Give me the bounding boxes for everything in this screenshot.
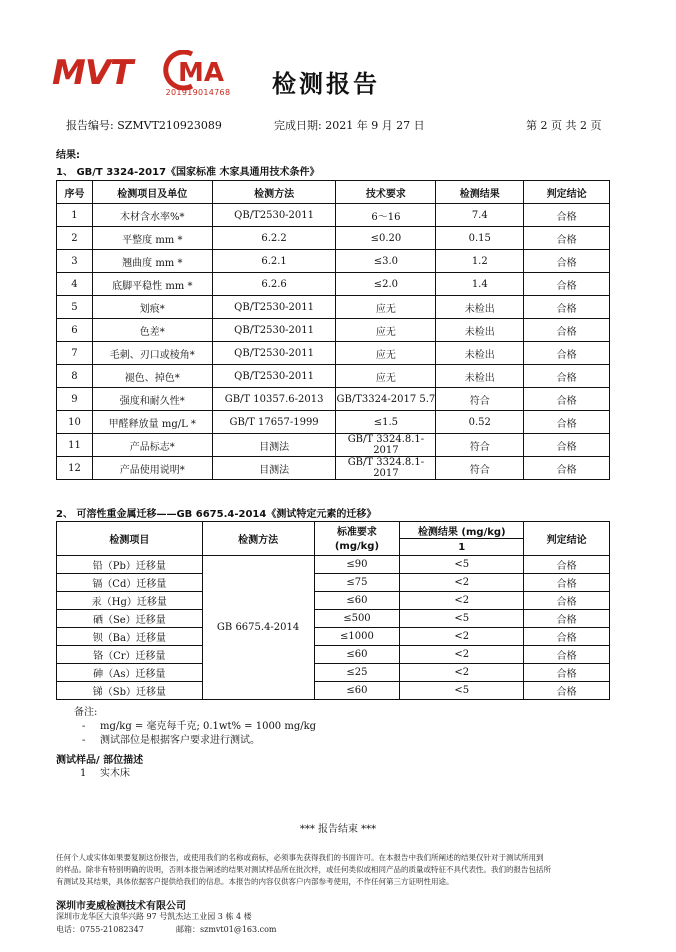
col-header-result: 检测结果 (mg/kg) <box>400 522 524 539</box>
table-row <box>57 365 610 388</box>
table-row <box>57 646 610 664</box>
table-cell: 1 <box>57 204 93 227</box>
table-cell: 铅（Pb）迁移量 <box>57 556 203 574</box>
table-cell: 应无 <box>336 319 436 342</box>
table-header-row <box>57 522 610 539</box>
table-cell: 合格 <box>524 434 610 457</box>
complete-date: 完成日期: 2021 年 9 月 27 日 <box>274 119 425 132</box>
table-cell: 1.2 <box>436 250 524 273</box>
disclaimer-line: 任何个人或实体如果要复制这份报告，或使用我们的名称或商标，必须事先获得我们的书面许可。在本报告中我们所阐述的结果仅针对于测试所用到 <box>56 853 544 862</box>
col-header-limit: 标准要求 <box>314 522 400 539</box>
table-row <box>57 296 610 319</box>
note-line: mg/kg = 毫克每千克; 0.1wt% = 1000 mg/kg <box>100 721 317 732</box>
table-cell: 9 <box>57 388 93 411</box>
table-cell: ≤60 <box>314 682 400 700</box>
table-cell: 镉（Cd）迁移量 <box>57 574 203 592</box>
standard-test-table <box>56 180 610 480</box>
table-row <box>57 411 610 434</box>
table-cell: 铬（Cr）迁移量 <box>57 646 203 664</box>
page-number: 第 2 页 共 2 页 <box>526 119 602 132</box>
table-cell: 锑（Sb）迁移量 <box>57 682 203 700</box>
table-cell: 6.2.6 <box>212 273 336 296</box>
col-header: 判定结论 <box>524 181 610 204</box>
col-header-item: 检测项目 <box>57 522 203 556</box>
table-row <box>57 682 610 700</box>
table-cell: GB/T 10357.6-2013 <box>212 388 336 411</box>
col-header: 检测方法 <box>212 181 336 204</box>
table-cell: 合格 <box>524 296 610 319</box>
table-cell: 8 <box>57 365 93 388</box>
table-row <box>57 610 610 628</box>
table-cell: <2 <box>400 664 524 682</box>
table-cell: 应无 <box>336 365 436 388</box>
table-cell: 强度和耐久性* <box>92 388 212 411</box>
section2-heading: 2、 可溶性重金属迁移——GB 6675.4-2014《测试特定元素的迁移》 <box>56 509 377 520</box>
table-cell: 11 <box>57 434 93 457</box>
col-header-method: 检测方法 <box>202 522 314 556</box>
table-cell: 平整度 mm * <box>92 227 212 250</box>
table-cell: 符合 <box>436 434 524 457</box>
table-row <box>57 204 610 227</box>
col-header: 序号 <box>57 181 93 204</box>
table-cell: ≤60 <box>314 592 400 610</box>
table-cell: 2 <box>57 227 93 250</box>
table-cell: 汞（Hg）迁移量 <box>57 592 203 610</box>
table-cell: 合格 <box>524 388 610 411</box>
table-cell: 未检出 <box>436 296 524 319</box>
table-cell: 底脚平稳性 mm * <box>92 273 212 296</box>
table-cell: ≤60 <box>314 646 400 664</box>
table-cell: 合格 <box>524 457 610 480</box>
table-cell: ≤25 <box>314 664 400 682</box>
table-cell: 0.52 <box>436 411 524 434</box>
table-row <box>57 227 610 250</box>
table-cell: 应无 <box>336 296 436 319</box>
table-cell: 7 <box>57 342 93 365</box>
note-dash: - <box>82 721 86 732</box>
col-header-result-sample: 1 <box>400 539 524 556</box>
table-cell: 木材含水率%* <box>92 204 212 227</box>
table-row <box>57 592 610 610</box>
table-cell: 目测法 <box>212 434 336 457</box>
table-cell: 翘曲度 mm * <box>92 250 212 273</box>
table-cell: 毛刺、刃口或棱角* <box>92 342 212 365</box>
table-cell: 目测法 <box>212 457 336 480</box>
cma-number: 201919014768 <box>165 88 231 97</box>
sample-index: 1 <box>80 768 87 779</box>
table-cell: ≤500 <box>314 610 400 628</box>
table-cell: ≤75 <box>314 574 400 592</box>
table-cell: 合格 <box>524 273 610 296</box>
mvt-logo <box>52 52 152 92</box>
table-cell: 合格 <box>524 250 610 273</box>
note-line: 测试部位是根据客户要求进行测试。 <box>100 735 260 746</box>
table-cell: 6.2.1 <box>212 250 336 273</box>
table-row <box>57 574 610 592</box>
table-cell: 6.2.2 <box>212 227 336 250</box>
table-row <box>57 457 610 480</box>
table-row <box>57 273 610 296</box>
table-cell: 合格 <box>524 204 610 227</box>
table-cell: 7.4 <box>436 204 524 227</box>
table-cell: 10 <box>57 411 93 434</box>
table-cell: <5 <box>400 610 524 628</box>
table-row <box>57 250 610 273</box>
table-row <box>57 388 610 411</box>
table-cell: ≤1000 <box>314 628 400 646</box>
sample-name: 实木床 <box>100 768 130 779</box>
col-header: 检测项目及单位 <box>92 181 212 204</box>
table-cell: GB/T 17657-1999 <box>212 411 336 434</box>
table-cell: 合格 <box>524 574 610 592</box>
table-cell: 合格 <box>524 227 610 250</box>
report-number: 报告编号: SZMVT210923089 <box>66 119 222 132</box>
svg-text:MVT: MVT <box>52 53 133 92</box>
table-cell: 1.4 <box>436 273 524 296</box>
table-cell: 合格 <box>524 319 610 342</box>
note-dash: - <box>82 735 86 746</box>
company-address: 深圳市龙华区大浪华兴路 97 号凯杰达工业园 3 栋 4 楼 <box>56 912 252 921</box>
table-cell: <5 <box>400 556 524 574</box>
report-end: *** 报告结束 *** <box>299 824 377 835</box>
heavy-metal-table <box>56 521 610 700</box>
table-row <box>57 556 610 574</box>
table-row <box>57 319 610 342</box>
table-cell: 5 <box>57 296 93 319</box>
table-cell: 产品使用说明* <box>92 457 212 480</box>
company-phone: 电话：0755-21082347 <box>56 925 144 934</box>
table-cell: 4 <box>57 273 93 296</box>
method-cell: GB 6675.4-2014 <box>202 556 314 700</box>
page-title: 检测报告 <box>272 70 380 98</box>
table-cell: 0.15 <box>436 227 524 250</box>
table-cell: 未检出 <box>436 319 524 342</box>
table-cell: ≤1.5 <box>336 411 436 434</box>
table-cell: 合格 <box>524 682 610 700</box>
col-header-limit-unit: (mg/kg) <box>314 539 400 556</box>
table-cell: 合格 <box>524 365 610 388</box>
table-cell: 色差* <box>92 319 212 342</box>
table-cell: 未检出 <box>436 365 524 388</box>
table-cell: 6 <box>57 319 93 342</box>
notes-label: 备注: <box>74 707 98 718</box>
table-cell: 未检出 <box>436 342 524 365</box>
table-cell: QB/T2530-2011 <box>212 365 336 388</box>
table-cell: <2 <box>400 574 524 592</box>
table-row <box>57 664 610 682</box>
disclaimer-line: 有测试及其结果，具体依据客户提供给我们的信息。本报告的内容仅供客户内部参考使用，不作任何第三方证明性用途。 <box>56 877 454 886</box>
table-cell: <2 <box>400 628 524 646</box>
table-cell: 符合 <box>436 388 524 411</box>
disclaimer-line: 的样品。除非有特别明确的说明，否则本报告阐述的结果对测试样品所在批次样，或任何类似或相同产品的质量或特征不具代表性。我们的报告包括所 <box>56 865 551 874</box>
company-name: 深圳市麦威检测技术有限公司 <box>56 901 186 912</box>
table-cell: QB/T2530-2011 <box>212 296 336 319</box>
disclaimer <box>56 852 626 888</box>
table-row <box>57 628 610 646</box>
table-cell: <2 <box>400 646 524 664</box>
table-header-row <box>57 181 610 204</box>
results-label: 结果: <box>56 150 80 161</box>
table-row <box>57 434 610 457</box>
table-cell: 合格 <box>524 664 610 682</box>
table-cell: ≤0.20 <box>336 227 436 250</box>
table-cell: 6～16 <box>336 204 436 227</box>
table-cell: 合格 <box>524 411 610 434</box>
table-cell: 合格 <box>524 610 610 628</box>
table-cell: QB/T2530-2011 <box>212 319 336 342</box>
section1-heading: 1、 GB/T 3324-2017《国家标准 木家具通用技术条件》 <box>56 167 320 178</box>
col-header-conclusion: 判定结论 <box>524 522 610 556</box>
table-cell: ≤90 <box>314 556 400 574</box>
table-cell: 砷（As）迁移量 <box>57 664 203 682</box>
table-cell: 3 <box>57 250 93 273</box>
sample-heading: 测试样品/ 部位描述 <box>56 755 144 766</box>
table-cell: 合格 <box>524 628 610 646</box>
table-cell: ≤2.0 <box>336 273 436 296</box>
table-cell: 12 <box>57 457 93 480</box>
table-row <box>57 342 610 365</box>
table-cell: 应无 <box>336 342 436 365</box>
col-header: 技术要求 <box>336 181 436 204</box>
table-cell: 褪色、掉色* <box>92 365 212 388</box>
company-email: 邮箱：szmvt01@163.com <box>176 925 277 934</box>
svg-text:MA: MA <box>178 58 224 88</box>
table-cell: 符合 <box>436 457 524 480</box>
table-cell: 划痕* <box>92 296 212 319</box>
table-cell: QB/T2530-2011 <box>212 342 336 365</box>
col-header: 检测结果 <box>436 181 524 204</box>
table-cell: 产品标志* <box>92 434 212 457</box>
table-cell: GB/T3324-2017 5.7 <box>336 388 436 411</box>
table-cell: GB/T 3324.8.1-2017 <box>336 457 436 480</box>
table-cell: ≤3.0 <box>336 250 436 273</box>
table-cell: <2 <box>400 592 524 610</box>
table-cell: 合格 <box>524 646 610 664</box>
table-cell: QB/T2530-2011 <box>212 204 336 227</box>
table-cell: <5 <box>400 682 524 700</box>
table-cell: 钡（Ba）迁移量 <box>57 628 203 646</box>
table-cell: 合格 <box>524 342 610 365</box>
table-cell: 合格 <box>524 592 610 610</box>
table-cell: 硒（Se）迁移量 <box>57 610 203 628</box>
table-cell: 甲醛释放量 mg/L * <box>92 411 212 434</box>
table-cell: 合格 <box>524 556 610 574</box>
table-cell: GB/T 3324.8.1-2017 <box>336 434 436 457</box>
